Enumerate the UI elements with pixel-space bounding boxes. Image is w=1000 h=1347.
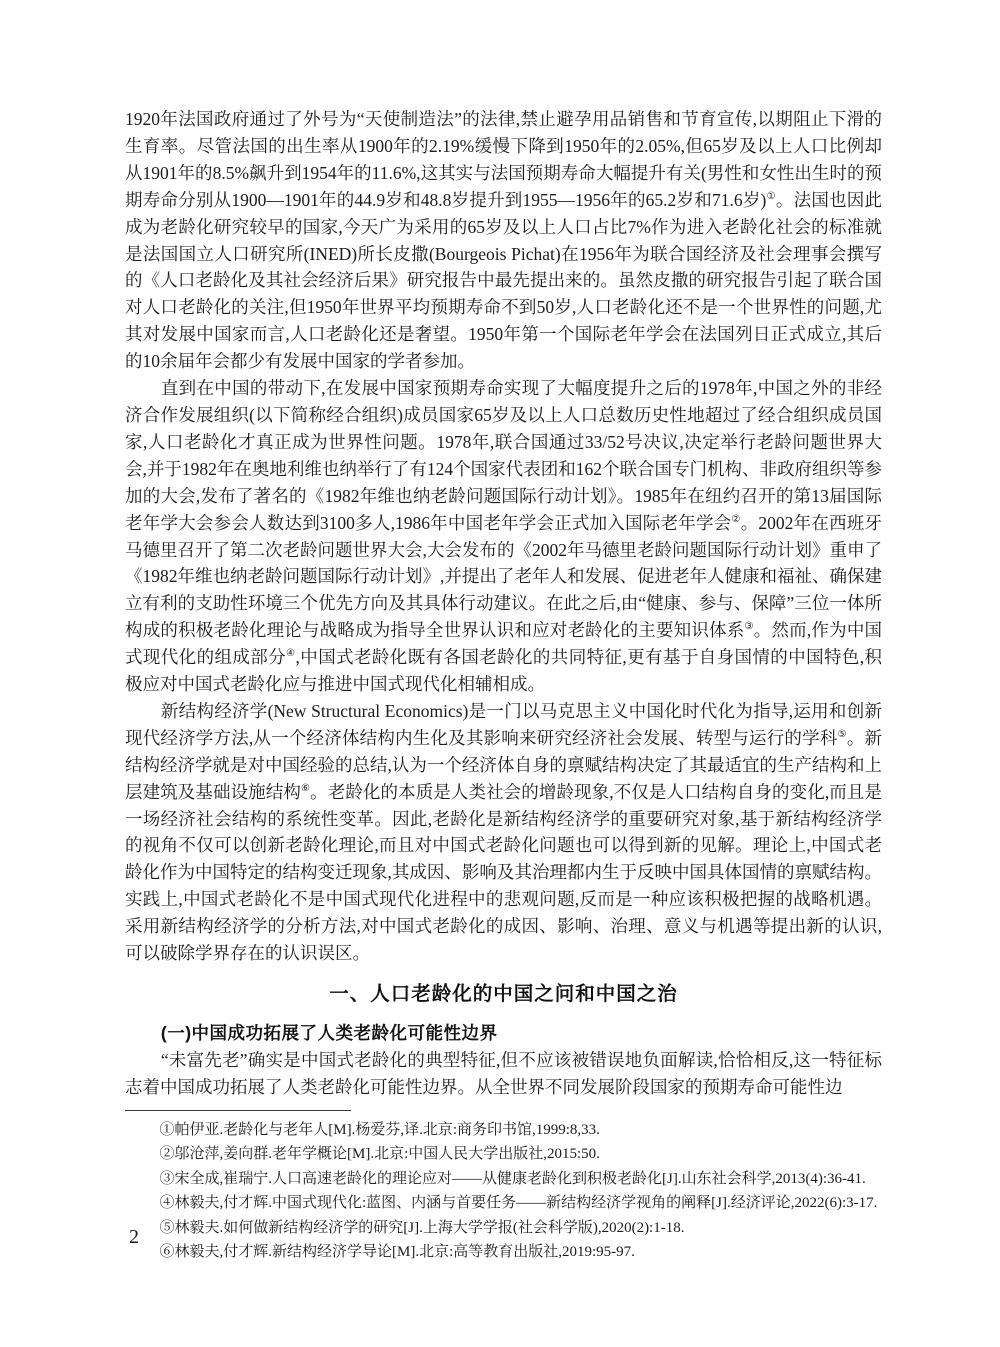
page-number: 2 <box>129 1226 139 1248</box>
footnote-6: ⑥林毅夫,付才辉.新结构经济学导论[M].北京:高等教育出版社,2019:95-97. <box>159 1244 635 1261</box>
footnotes-block <box>125 1118 882 1265</box>
footnote-divider <box>125 1110 351 1111</box>
footnote-ref: ① <box>766 190 776 202</box>
footnote-ref: ③ <box>744 621 754 633</box>
body-paragraph-1: 1920年法国政府通过了外号为“天使制造法”的法律,禁止避孕用品销售和节育宣传,以期阻止下滑的生育率。尽管法国的出生率从1900年的2.19%缓慢下降到1950年的2.05%,但65岁及以上人口比例却从1901年的8.5%飙升到1954年的11.6%,这其实与法国预期寿命大幅提升有关(男性和女性出生时的预期寿命分别从1900—1901年的44.9岁和48.8岁提升到1955—1956年的65.2岁和71.6岁)①。法国也因此成为老龄化研究较早的国家,今天广为采用的65岁及以上人口占比7%作为进入老龄化社会的标准就是法国国立人口研究所(INED)所长皮撒(Bourgeois Pichat)在1956年为联合国经济及社会理事会撰写的《人口老龄化及其社会经济后果》研究报告中最先提出来的。虽然皮撒的研究报告引起了联合国对人口老龄化的关注,但1950年世界平均预期寿命不到50岁,人口老龄化还不是一个世界性的问题,尤其对发展中国家而言,人口老龄化还是奢望。1950年第一个国际老年学会在法国列日正式成立,其后的10余届年会都少有发展中国家的学者参加。 <box>125 109 883 372</box>
footnote-2: ②邬沧萍,姜向群.老年学概论[M].北京:中国人民大学出版社,2015:50. <box>159 1146 600 1163</box>
page-content <box>125 106 882 1265</box>
footnote-ref: ② <box>731 513 741 525</box>
body-paragraph-3: 新结构经济学(New Structural Economics)是一门以马克思主义中国化时代化为指导,运用和创新现代经济学方法,从一个经济体结构内生化及其影响来研究经济社会发展、转型与运行的学科⑤。新结构经济学就是对中国经验的总结,认为一个经济体自身的禀赋结构决定了其最适宜的生产结构和上层建筑及基础设施结构⑥。老龄化的本质是人类社会的增龄现象,不仅是人口结构自身的变化,而且是一场经济社会结构的系统性变革。因此,老龄化是新结构经济学的重要研究对象,基于新结构经济学的视角不仅可以创新老龄化理论,而且对中国式老龄化问题也可以得到新的见解。理论上,中国式老龄化作为中国特定的结构变迁现象,其成因、影响及其治理都内生于反映中国具体国情的禀赋结构。实践上,中国式老龄化不是中国式现代化进程中的悲观问题,反而是一种应该积极把握的战略机遇。采用新结构经济学的分析方法,对中国式老龄化的成因、影响、治理、意义与机遇等提出新的认识,可以破除学界存在的认识误区。 <box>125 700 883 964</box>
footnote-1: ①帕伊亚.老龄化与老年人[M].杨爱芬,译.北京:商务印书馆,1999:8,33. <box>159 1121 600 1138</box>
subsection-heading: (一)中国成功拓展了人类老龄化可能性边界 <box>160 1023 498 1043</box>
footnote-ref: ⑥ <box>300 782 311 794</box>
footnote-ref: ④ <box>286 648 296 660</box>
footnote-5: ⑤林毅夫.如何做新结构经济学的研究[J].上海大学学报(社会科学版),2020(2):1-18. <box>159 1219 685 1236</box>
footnote-4: ④林毅夫,付才辉.中国式现代化:蓝图、内涵与首要任务——新结构经济学视角的阐释[J].经济评论,2022(6):3-17. <box>159 1195 878 1212</box>
footnote-ref: ⑤ <box>837 729 847 741</box>
section-heading: 一、人口老龄化的中国之问和中国之治 <box>329 983 678 1005</box>
body-paragraph-2: 直到在中国的带动下,在发展中国家预期寿命实现了大幅度提升之后的1978年,中国之外的非经济合作发展组织(以下简称经合组织)成员国家65岁及以上人口总数历史性地超过了经合组织成员国家,人口老龄化才真正成为世界性问题。1978年,联合国通过33/52号决议,决定举行老龄问题世界大会,并于1982年在奥地利维也纳举行了有124个国家代表团和162个联合国专门机构、非政府组织等参加的大会,发布了著名的《1982年维也纳老龄问题国际行动计划》。1985年在纽约召开的第13届国际老年学大会参会人数达到3100多人,1986年中国老年学会正式加入国际老年学会②。2002年在西班牙马德里召开了第二次老龄问题世界大会,大会发布的《2002年马德里老龄问题国际行动计划》重申了《1982年维也纳老龄问题国际行动计划》,并提出了老年人和发展、促进老年人健康和福祉、确保建立有利的支助性环境三个优先方向及其具体行动建议。在此之后,由“健康、参与、保障”三位一体所构成的积极老龄化理论与战略成为指导全世界认识和应对老龄化的主要知识体系③。然而,作为中国式现代化的组成部分④,中国式老龄化既有各国老龄化的共同特征,更有基于自身国情的中国特色,积极应对中国式老龄化应与推进中国式现代化相辅相成。 <box>125 378 883 695</box>
body-paragraph-4: “未富先老”确实是中国式老龄化的典型特征,但不应该被错误地负面解读,恰恰相反,这一特征标志着中国成功拓展了人类老龄化可能性边界。从全世界不同发展阶段国家的预期寿命可能性边 <box>125 1050 882 1097</box>
footnote-3: ③宋全成,崔瑞宁.人口高速老龄化的理论应对——从健康老龄化到积极老龄化[J].山东社会科学,2013(4):36-41. <box>159 1170 866 1187</box>
